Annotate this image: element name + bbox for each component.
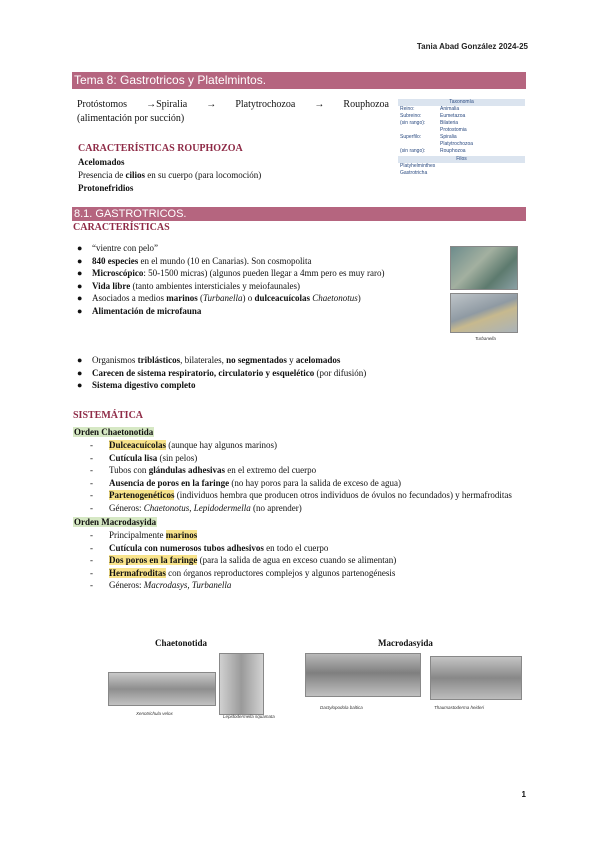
section-title: 8.1. GASTROTRICOS. (72, 207, 526, 221)
characteristics-list-2 (74, 354, 446, 392)
filos-header: Filos (398, 156, 525, 163)
taxonomy-row: (sin rango): Rouphozoa (400, 148, 466, 154)
page-number: 1 (521, 790, 526, 799)
phylogeny-chain (77, 98, 389, 126)
cilios-line: Presencia de cilios en su cuerpo (para locomoción) (78, 170, 262, 180)
figure-caption: Dactylopodola baltica (320, 705, 363, 710)
gastrotrich-photo (450, 246, 518, 290)
acelomados-text: Acelomados (78, 157, 125, 167)
list-item: ● Alimentación de microfauna (77, 305, 202, 316)
list-item: ● Vida libre (tanto ambientes intersticiales y meiofaunales) (77, 280, 300, 291)
taxonomy-row: (sin rango): Bilateria (400, 120, 459, 126)
photo-caption: Turbanella (475, 336, 496, 341)
taxonomy-row: Superfilo: Spiralia (400, 134, 457, 140)
list-item: - Cutícula con numerosos tubos adhesivos en todo el cuerpo (90, 542, 329, 553)
list-item: - Géneros: Chaetonotus, Lepidodermella (no aprender) (90, 502, 302, 513)
list-item: - Cutícula lisa (sin pelos) (90, 452, 198, 463)
chain-part: →Spiralia (146, 99, 188, 110)
chain-note: (alimentación por succión) (77, 113, 185, 124)
list-item: ● “vientre con pelo” (77, 243, 158, 253)
order-chaetonotida: Orden Chaetonotida (74, 427, 154, 437)
macrodasyida-list (73, 529, 527, 592)
rouphozoa-traits (78, 156, 261, 195)
list-item: ● Microscópico: 50-1500 micras) (algunos pueden llegar a 4mm pero es muy raro) (77, 268, 385, 278)
list-item: - Ausencia de poros en la faringe (no hay poros para la salida de exceso de agua) (90, 477, 402, 488)
figure-caption: Xenotrichula velox (136, 711, 173, 716)
filo-item[interactable]: Gastrotricha (400, 170, 428, 176)
list-item: - Géneros: Macrodasys, Turbanella (90, 580, 232, 590)
list-item: ● Carecen de sistema respiratorio, circulatorio y esquelético (por difusión) (77, 367, 367, 378)
chaetonotida-list (73, 439, 527, 514)
figure-caption: Thaumastoderma heideri (434, 705, 485, 710)
list-item: ● 840 especies en el mundo (10 en Canarias). Son cosmopolita (77, 255, 312, 266)
taxonomy-header: Taxonomía (398, 99, 525, 106)
chain-arrow: → (206, 99, 217, 110)
protonefridios-text: Protonefridios (78, 183, 134, 193)
systematics-body (73, 424, 527, 592)
taxonomy-box (398, 99, 525, 194)
chain-part: Protóstomos (77, 99, 128, 110)
lepidodermella-photo (219, 653, 264, 715)
page-title: Tema 8: Gastrotricos y Platelmintos. (72, 72, 526, 89)
list-item: - Dos poros en la faringe (para la salida de agua en exceso cuando se alimentan) (90, 555, 397, 565)
dactylopodola-photo (305, 653, 421, 697)
list-item: ● Asociados a medios marinos (Turbanella) o dulceacuícolas Chaetonotus) (77, 293, 361, 303)
list-item: - Tubos con glándulas adhesivas en el extremo del cuerpo (90, 465, 317, 475)
turbanella-photo (450, 293, 518, 333)
xenotrichula-photo (108, 672, 216, 706)
list-item: ● Sistema digestivo completo (77, 380, 196, 390)
order-macrodasyida: Orden Macrodasyida (74, 517, 157, 527)
taxonomy-row: Protostomia (440, 127, 467, 133)
characteristics-list (74, 242, 446, 317)
taxonomy-row: Subreino: Eumetazoa (400, 113, 466, 119)
characteristics-heading: CARACTERÍSTICAS (73, 222, 170, 233)
figure-title-macrodasyida: Macrodasyida (378, 638, 433, 648)
chain-arrow: → (314, 99, 325, 110)
taxonomy-row: Reino: Animalia (400, 106, 460, 112)
taxonomy-row: Platytrochozoa (440, 141, 474, 147)
list-item: ● Organismos triblásticos, bilaterales, no segmentados y acelomados (77, 355, 341, 365)
figure-title-chaetonotida: Chaetonotida (155, 638, 208, 648)
header-author: Tania Abad González 2024-25 (416, 42, 528, 51)
filo-item[interactable]: Platyhelminthes (400, 163, 436, 169)
chain-part: Rouphozoa (343, 99, 389, 110)
list-item: - Principalmente marinos (90, 530, 198, 540)
thaumastoderma-photo (430, 656, 522, 700)
rouphozoa-heading: CARACTERÍSTICAS ROUPHOZOA (78, 143, 243, 154)
list-item: - Hermafroditas con órganos reproductores complejos y algunos partenogénesis (90, 567, 396, 578)
list-item: - Dulceacuícolas (aunque hay algunos marinos) (90, 440, 277, 450)
figure-caption: Lepidodermella squamata (223, 714, 275, 719)
chain-part: Platytrochozoa (235, 99, 296, 110)
systematics-heading: SISTEMÁTICA (73, 410, 144, 421)
list-item: - Partenogenéticos (individuos hembra que producen otros individuos de óvulos no fecundados) y hermafroditas (90, 490, 512, 500)
